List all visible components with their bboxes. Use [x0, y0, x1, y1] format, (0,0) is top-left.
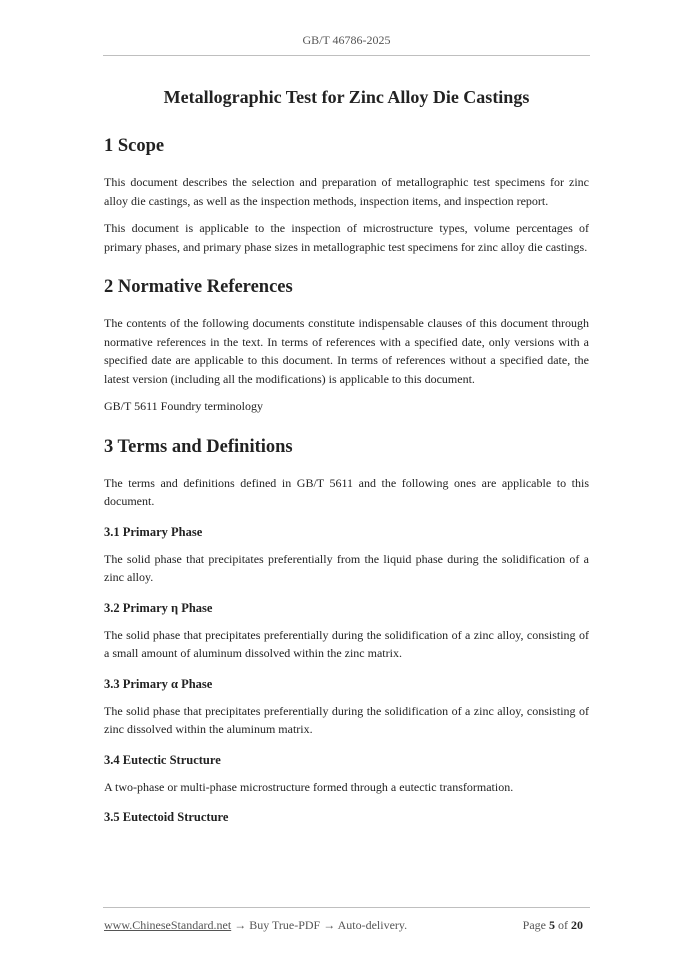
running-header: GB/T 46786-2025 [302, 33, 391, 47]
page-label: Page [522, 918, 546, 932]
section-heading-normative-references: 2 Normative References [104, 277, 293, 297]
page-number [523, 918, 583, 933]
current-page: 5 [549, 918, 555, 932]
page-footer [104, 918, 589, 933]
scope-paragraph-2: This document is applicable to the inspection of microstructure types, volume percentages of primary phases, and primary phase sizes in metallographic test specimens for zinc alloy die castings. [104, 221, 589, 254]
term-heading-3-2: 3.2 Primary η Phase [104, 600, 213, 615]
term-definition-3-4: A two-phase or multi-phase microstructure formed through a eutectic transformation. [104, 779, 514, 794]
buy-pdf-text: Buy True-PDF [249, 918, 321, 932]
total-pages: 20 [571, 918, 583, 932]
header-divider [103, 55, 590, 56]
normative-paragraph-1: The contents of the following documents constitute indispensable clauses of this document through normative references in the text. In terms of references with a specified date, only versions with a specified date are applicable to this document. In terms of references without a specified date, the latest version (including all the modifications) is applicable to this document. [104, 316, 589, 386]
scope-paragraph-1: This document describes the selection and preparation of metallographic test specimens for zinc alloy die castings, as well as the inspection methods, inspection items, and inspection report. [104, 175, 589, 208]
of-label: of [558, 918, 568, 932]
footer-links [104, 918, 407, 932]
page-content [104, 85, 589, 826]
term-heading-3-3: 3.3 Primary α Phase [104, 676, 213, 691]
footer-divider [103, 907, 590, 908]
arrow-icon: → [323, 918, 336, 932]
document-title: Metallographic Test for Zinc Alloy Die Castings [163, 87, 530, 107]
terms-intro: The terms and definitions defined in GB/T 5611 and the following ones are applicable to this document. [104, 475, 589, 508]
term-heading-3-4: 3.4 Eutectic Structure [104, 752, 221, 767]
auto-delivery-text: Auto-delivery. [337, 918, 408, 932]
term-definition-3-3: The solid phase that precipitates preferentially during the solidification of a zinc alloy, consisting of zinc dissolved within the aluminum matrix. [104, 703, 589, 736]
normative-reference-item: GB/T 5611 Foundry terminology [104, 399, 263, 413]
section-heading-terms: 3 Terms and Definitions [104, 436, 293, 457]
term-definition-3-1: The solid phase that precipitates preferentially from the liquid phase during the solidification of a zinc alloy. [104, 551, 589, 584]
section-heading-scope: 1 Scope [104, 136, 165, 156]
term-definition-3-2: The solid phase that precipitates preferentially during the solidification of a zinc alloy, consisting of a small amount of aluminum dissolved within the zinc matrix. [104, 627, 589, 660]
term-heading-3-1: 3.1 Primary Phase [104, 524, 203, 539]
website-link[interactable]: www.ChineseStandard.net [104, 918, 232, 932]
arrow-icon: → [234, 918, 247, 932]
term-heading-3-5: 3.5 Eutectoid Structure [104, 810, 229, 824]
